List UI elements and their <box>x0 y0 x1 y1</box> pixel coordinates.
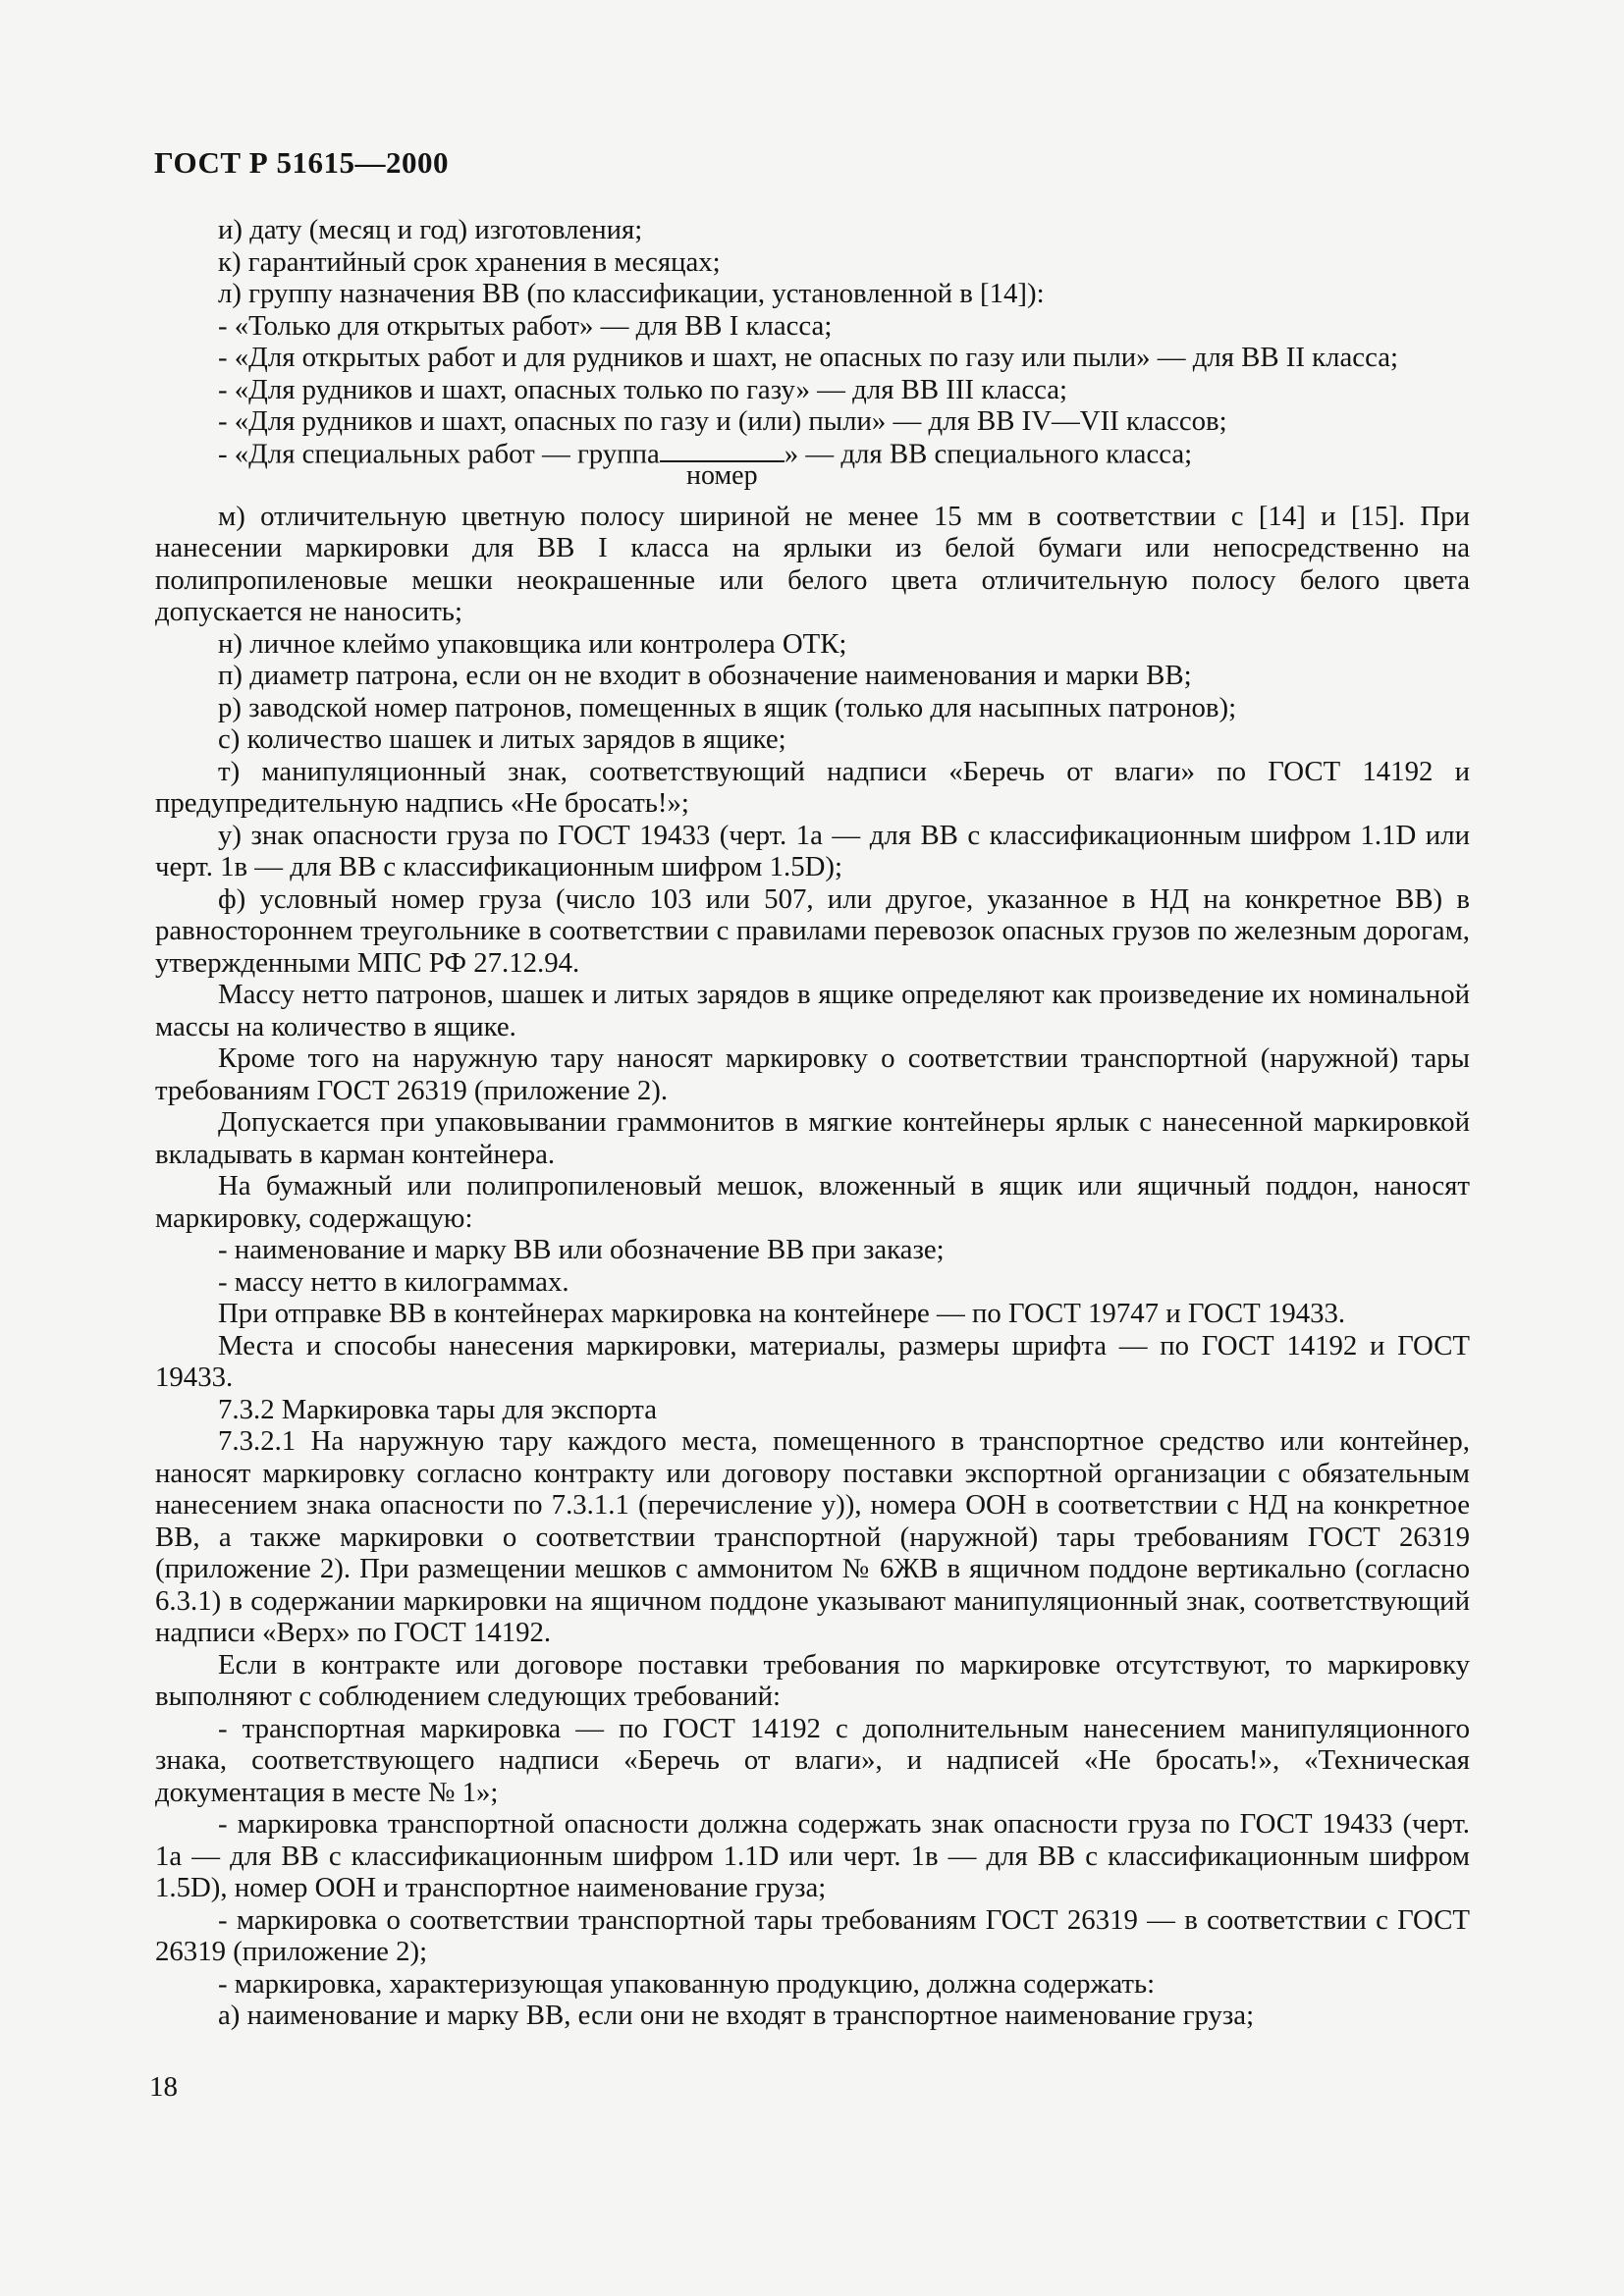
list-item-a: а) наименование и марку ВВ, если они не входят в транспортное наименование груза; <box>218 2000 1255 2032</box>
dash-item-class-2: - «Для открытых работ и для рудников и шахт, не опасных по газу или пыли» — для ВВ II класса; <box>218 342 1399 373</box>
list-item-t: т) манипуляционный знак, соответствующий надписи «Беречь от влаги» по ГОСТ 14192 и предупредительную надпись «Не бросать!»; <box>155 755 1470 820</box>
paragraph-contract-absent: Если в контракте или договоре поставки требования по маркировке отсутствуют, то маркировку выполняют с соблюдением следующих требований: <box>155 1648 1470 1713</box>
list-item-i: и) дату (месяц и год) изготовления; <box>218 214 643 245</box>
dash-item-class-3: - «Для рудников и шахт, опасных только по газу» — для ВВ III класса; <box>218 373 1068 405</box>
page-number: 18 <box>149 2071 178 2103</box>
list-item-p: п) диаметр патрона, если он не входит в обозначение наименования и марки ВВ; <box>218 660 1192 692</box>
list-item-f: ф) условный номер груза (число 103 или 507, или другое, указанное в НД на конкретное ВВ) в равностороннем треугольнике в соответствии с правилами перевозок опасных грузов по железным дорогам, утвержденными МПС РФ 27.12.94. <box>155 882 1470 979</box>
clause-7-3-2-1: 7.3.2.1 На наружную тару каждого места, помещенного в транспортное средство или контейнер, наносят маркировку согласно контракту или договору поставки экспортной организации с обязательным нанесением знака опасности по 7.3.1.1 (перечисление у)), номера ООН в соответствии с НД на конкретное ВВ, а также маркировки о соответствии транспортной (наружной) тары требованиям ГОСТ 26319 (приложение 2). При размещении мешков с аммонитом № 6ЖВ в ящичном поддоне вертикально (согласно 6.3.1) в содержании маркировки на ящичном поддоне указывают манипуляционный знак, соответствующий надписи «Верх» по ГОСТ 14192. <box>155 1425 1470 1649</box>
dash-item-special-class: - «Для специальных работ — группа номер » — для ВВ специального класса; <box>218 438 1193 492</box>
list-item-r: р) заводской номер патронов, помещенных в ящик (только для насыпных патронов); <box>218 691 1237 723</box>
dash-item-product-marking: - маркировка, характеризующая упакованную продукцию, должна содержать: <box>218 1967 1156 2000</box>
paragraph-marking-methods: Места и способы нанесения маркировки, материалы, размеры шрифта — по ГОСТ 14192 и ГОСТ 19433. <box>155 1329 1470 1394</box>
dash-item-tare-conformity: - маркировка о соответствии транспортной тары требованиям ГОСТ 26319 — в соответствии с ГОСТ 26319 (приложение 2); <box>155 1903 1470 1968</box>
paragraph-grammonit-label: Допускается при упаковывании граммонитов в мягкие контейнеры ярлык с нанесенной маркировкой вкладывать в карман контейнера. <box>155 1106 1470 1170</box>
paragraph-outer-packaging: Кроме того на наружную тару наносят маркировку о соответствии транспортной (наружной) тары требованиям ГОСТ 26319 (приложение 2). <box>155 1042 1470 1106</box>
blank-caption: номер <box>685 460 758 492</box>
list-item-n: н) личное клеймо упаковщика или контролера ОТК; <box>218 627 847 660</box>
list-item-k: к) гарантийный срок хранения в месяцах; <box>218 245 721 278</box>
document-body <box>155 214 1470 2032</box>
paragraph-bag-marking: На бумажный или полипропиленовый мешок, вложенный в ящик или ящичный поддон, наносят маркировку, содержащую: <box>155 1170 1470 1234</box>
list-item-s: с) количество шашек и литых зарядов в ящике; <box>218 723 786 756</box>
dash-item-transport-marking: - транспортная маркировка — по ГОСТ 14192 с дополнительным нанесением манипуляционного знака, соответствующего надписи «Беречь от влаги», и надписей «Не бросать!», «Техническая документация в месте № 1»; <box>155 1712 1470 1808</box>
dash-item-net-mass-kg: - массу нетто в килограммах. <box>218 1265 569 1298</box>
list-item-m: м) отличительную цветную полосу шириной не менее 15 мм в соответствии с [14] и [15]. При нанесении маркировки для ВВ I класса на ярлыки из белой бумаги или непосредственно на полипропиленовые мешки неокрашенные или белого цвета отличительную полосу белого цвета допускается не наносить; <box>155 500 1470 628</box>
dash-item-danger-marking: - маркировка транспортной опасности должна содержать знак опасности груза по ГОСТ 19433 (черт. 1а — для ВВ с классификационным шифром 1.1D или черт. 1в — для ВВ с классификационным шифром 1.5D), номер ООН и транспортное наименование груза; <box>155 1808 1470 1904</box>
list-item-l: л) группу назначения ВВ (по классификации, установленной в [14]): <box>218 278 1045 309</box>
dash-item-class-1: - «Только для открытых работ» — для ВВ I класса; <box>218 309 833 342</box>
document-header-gost-number: ГОСТ Р 51615—2000 <box>154 145 449 180</box>
dash-item-class-4-7: - «Для рудников и шахт, опасных по газу и (или) пыли» — для ВВ IV—VII классов; <box>218 405 1227 437</box>
paragraph-net-mass: Массу нетто патронов, шашек и литых зарядов в ящике определяют как произведение их номинальной массы на количество в ящике. <box>155 979 1470 1042</box>
dash-item-name-brand: - наименование и марку ВВ или обозначение ВВ при заказе; <box>218 1234 945 1266</box>
fill-in-blank-underline <box>660 438 785 492</box>
heading-7-3-2: 7.3.2 Маркировка тары для экспорта <box>218 1393 657 1425</box>
paragraph-container-shipping: При отправке ВВ в контейнерах маркировка на контейнере — по ГОСТ 19747 и ГОСТ 19433. <box>218 1298 1346 1330</box>
list-item-u: у) знак опасности груза по ГОСТ 19433 (черт. 1а — для ВВ с классификационным шифром 1.1D или черт. 1в — для ВВ с классификационным шифром 1.5D); <box>155 819 1470 883</box>
